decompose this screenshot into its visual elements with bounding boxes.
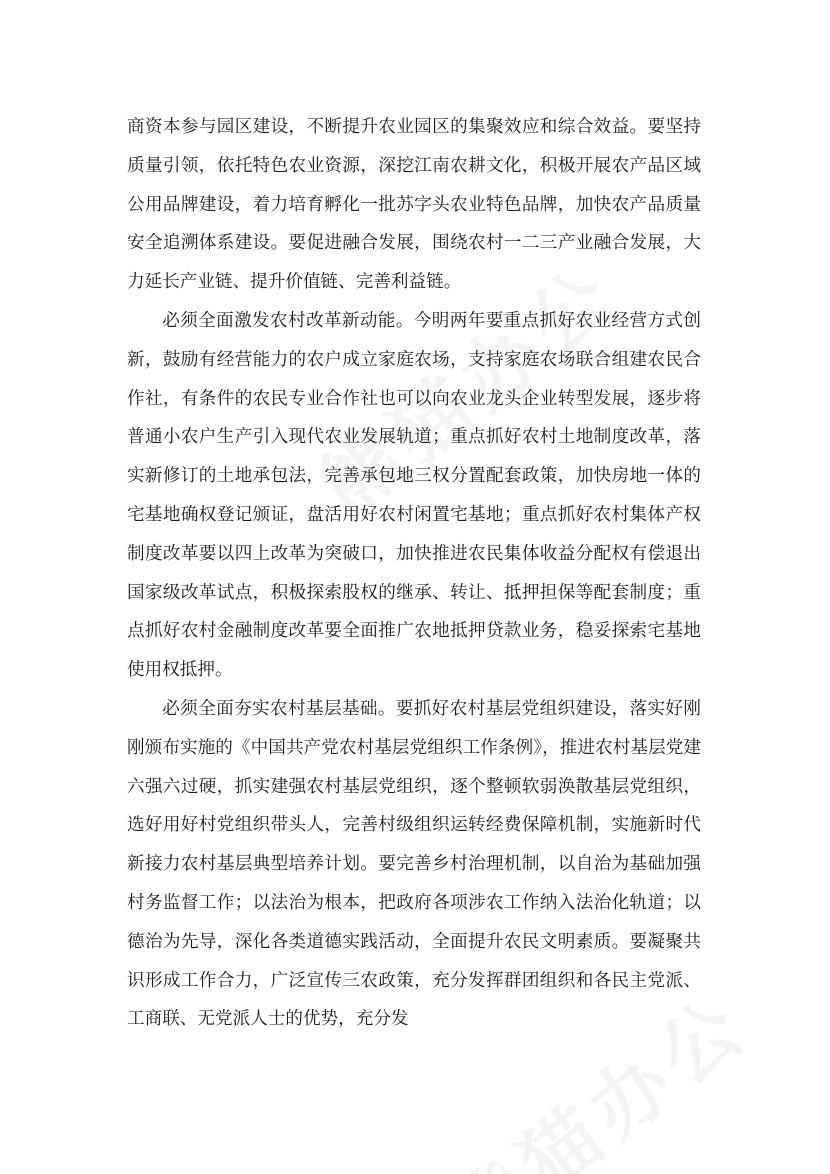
document-body	[127, 108, 701, 1039]
paragraph-3: 必须全面夯实农村基层基础。要抓好农村基层党组织建设，落实好刚刚颁布实施的《中国共产党农村基层党组织工作条例》，推进农村基层党建六强六过硬，抓实建强农村基层党组织，逐个整顿软弱涣散基层党组织，选好用好村党组织带头人，完善村级组织运转经费保障机制，实施新时代新接力农村基层典型培养计划。要完善乡村治理机制，以自治为基础加强村务监督工作；以法治为根本，把政府各项涉农工作纳入法治化轨道；以德治为先导，深化各类道德实践活动，全面提升农民文明素质。要凝聚共识形成工作合力，广泛宣传三农政策，充分发挥群团组织和各民主党派、工商联、无党派人士的优势，充分发	[127, 698, 701, 1030]
paragraph-1: 商资本参与园区建设，不断提升农业园区的集聚效应和综合效益。要坚持质量引领，依托特色农业资源，深挖江南农耕文化，积极开展农产品区域公用品牌建设，着力培育孵化一批苏字头农业特色品牌，加快农产品质量安全追溯体系建设。要促进融合发展，围绕农村一二三产业融合发展，大力延长产业链、提升价值链、完善利益链。	[127, 117, 701, 293]
paragraph-2: 必须全面激发农村改革新动能。今明两年要重点抓好农业经营方式创新，鼓励有经营能力的农户成立家庭农场，支持家庭农场联合组建农民合作社，有条件的农民专业合作社也可以向农业龙头企业转型发展，逐步将普通小农户生产引入现代农业发展轨道；重点抓好农村土地制度改革，落实新修订的土地承包法，完善承包地三权分置配套政策，加快房地一体的宅基地确权登记颁证，盘活用好农村闲置宅基地；重点抓好农村集体产权制度改革要以四上改革为突破口，加快推进农民集体收益分配权有偿退出国家级改革试点，积极探索股权的继承、转让、抵押担保等配套制度；重点抓好农村金融制度改革要全面推广农地抵押贷款业务，稳妥探索宅基地使用权抵押。	[127, 310, 701, 681]
